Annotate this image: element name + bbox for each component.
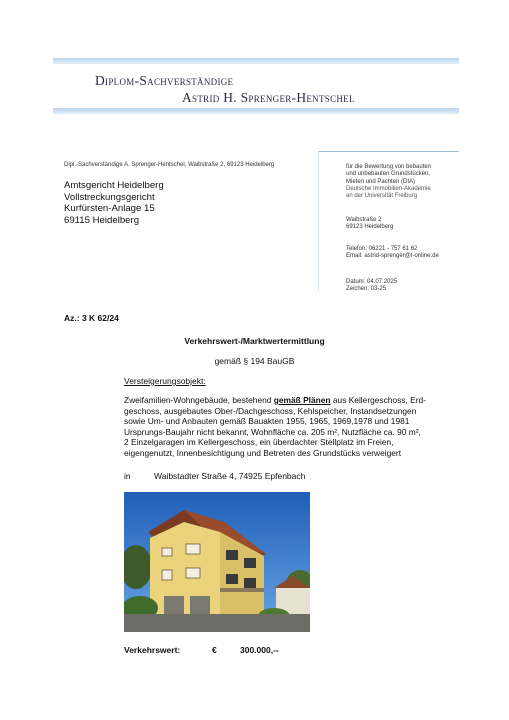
- qualification-line: an der Universität Freiburg: [346, 193, 418, 200]
- sidebar-street: Waibstraße 2: [346, 217, 382, 223]
- sidebar-contact: [346, 246, 439, 261]
- sidebar-date: Datum: 04.07.2025: [346, 279, 398, 285]
- property-photo: [124, 492, 310, 632]
- qualification-line: Mieten und Pachten (DIA): [346, 178, 416, 185]
- market-value-amount: 300.000,--: [240, 645, 279, 655]
- sidebar-date-block: [346, 279, 397, 294]
- sidebar-reference: Zeichen: 03-25: [346, 286, 387, 293]
- sidebar-phone: Telefon: 06221 - 757 61 62: [346, 246, 418, 252]
- market-value-currency: €: [212, 645, 217, 655]
- document-subtitle: gemäß § 194 BauGB: [214, 356, 295, 366]
- recipient-line: Kurfürsten-Anlage 15: [64, 203, 155, 215]
- qualification-line: Deutsche Immobilien-Akademie: [346, 185, 431, 192]
- document-title: Verkehrswert-/Marktwertermittlung: [184, 336, 325, 346]
- sender-line: Dipl.-Sachverständige A. Sprenger-Hentschel, Waibstraße 2, 69123 Heidelberg: [64, 162, 275, 168]
- recipient-address: [64, 180, 164, 226]
- plans-emphasis: gemäß Plänen: [273, 395, 331, 405]
- sidebar-divider: [318, 151, 459, 152]
- recipient-line: 69115 Heidelberg: [64, 214, 140, 226]
- letterhead-title: Diplom-Sachverständige: [95, 73, 234, 88]
- description-line: Ursprungs-Baujahr nicht bekannt, Wohnfläche ca. 205 m², Nutzfläche ca. 90 m²,: [124, 426, 421, 437]
- object-label: Versteigerungsobjekt:: [124, 376, 206, 386]
- sidebar-city: 69123 Heidelberg: [346, 224, 394, 231]
- description-line: eigengenutzt, Innenbesichtigung und Betreten des Grundstücks verweigert: [124, 447, 402, 458]
- description-line: sowie Um- und Anbauten gemäß Bauakten 1955, 1965, 1969,1978 und 1981: [124, 416, 410, 427]
- object-description: [124, 395, 464, 459]
- location-prefix: in: [124, 471, 131, 481]
- description-line: 2 Einzelgaragen im Kellergeschoss, ein überdachter Stellplatz im Freien,: [124, 437, 394, 448]
- recipient-line: Vollstreckungsgericht: [64, 191, 155, 203]
- letterhead-top-bar: [53, 58, 459, 64]
- qualification-line: für die Bewertung von bebauten: [346, 164, 432, 170]
- case-number: Az.: 3 K 62/24: [64, 313, 119, 323]
- sidebar-email: Email: astrid-sprenger@t-online.de: [346, 253, 439, 260]
- sidebar-vertical-rule: [318, 151, 319, 291]
- recipient-line: Amtsgericht Heidelberg: [64, 180, 164, 191]
- description-line: Zweifamilien-Wohngebäude, bestehend gemäß Plänen aus Kellergeschoss, Erd-: [124, 395, 426, 405]
- qualification-line: und unbebauten Grundstücken,: [346, 171, 431, 178]
- market-value-label: Verkehrswert:: [124, 645, 181, 655]
- sidebar-address: [346, 217, 393, 232]
- property-address: Waibstadter Straße 4, 74925 Epfenbach: [154, 471, 306, 481]
- letterhead-bottom-bar: [53, 108, 459, 114]
- house-illustration: [124, 492, 310, 632]
- sidebar-qualification: [346, 164, 431, 200]
- description-line: geschoss, ausgebautes Ober-/Dachgeschoss, Kehlspeicher, Instandsetzungen: [124, 405, 417, 416]
- letterhead-name: Astrid H. Sprenger-Hentschel: [182, 90, 355, 105]
